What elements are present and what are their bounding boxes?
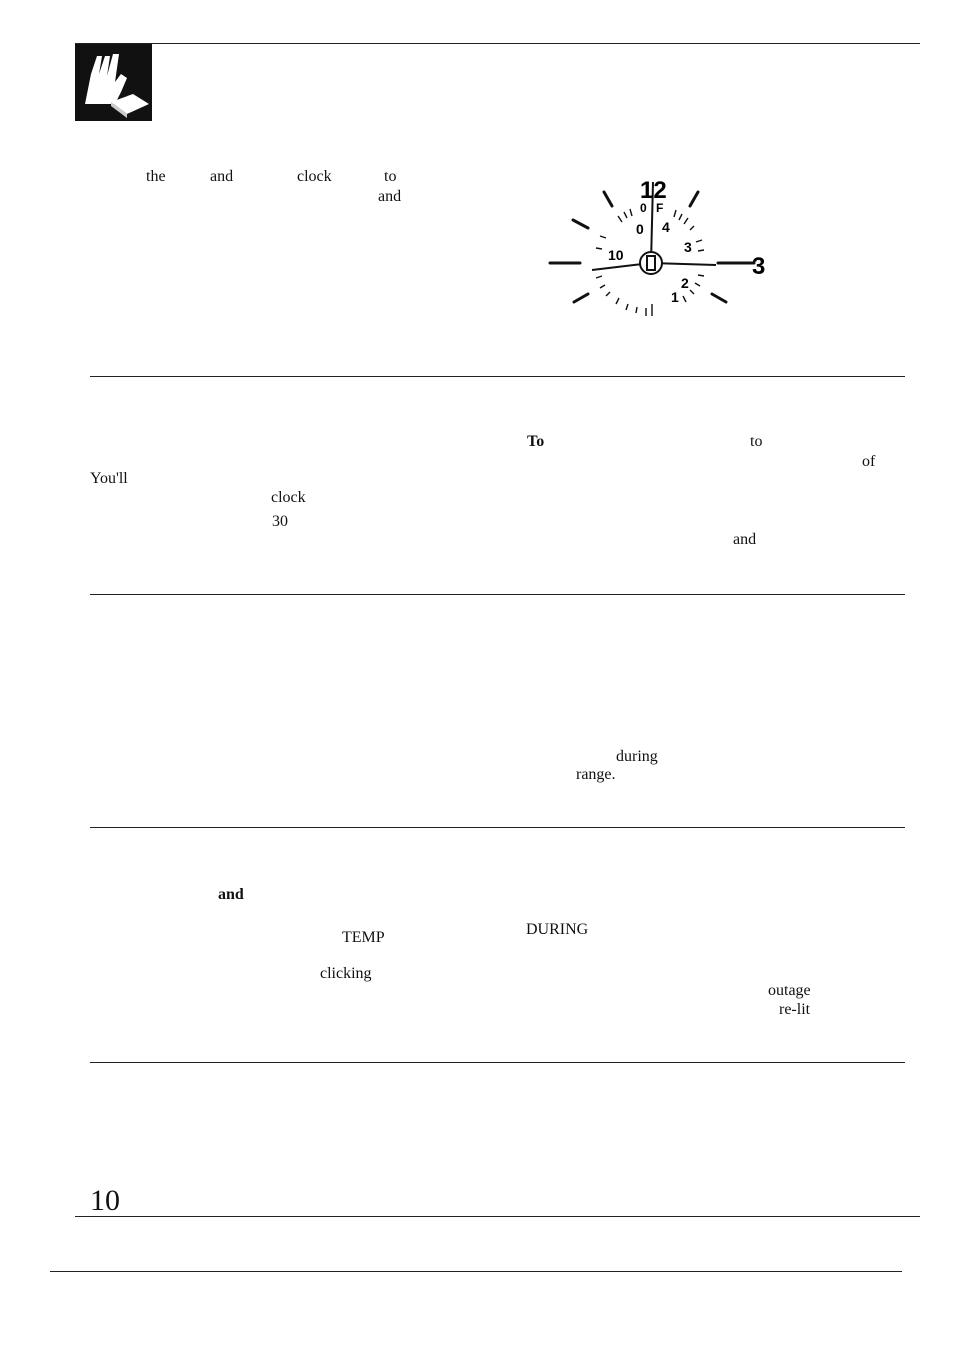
fragment-clock: clock xyxy=(297,168,332,185)
fragment-during-caps: DURING xyxy=(526,921,589,938)
section-rule-2 xyxy=(90,594,905,595)
fragment-30: 30 xyxy=(272,513,288,530)
fragment-and: and xyxy=(378,188,402,205)
fragment-to-bold: To xyxy=(527,433,545,450)
dial-label-0b: 0 xyxy=(636,221,644,237)
fragment-to: to xyxy=(384,168,397,185)
fragment-to-2: to xyxy=(750,433,763,450)
fragment-during: during xyxy=(616,748,658,765)
fragment-and: and xyxy=(210,168,234,185)
fragment-youll: You'll xyxy=(90,470,128,487)
fragment-and-bold: and xyxy=(218,886,244,903)
fragment-of: of xyxy=(862,453,876,470)
header-rule xyxy=(75,43,920,44)
clock-label-3: 3 xyxy=(752,253,766,280)
fragment-outage: outage xyxy=(768,982,811,999)
fragment-clicking: clicking xyxy=(320,965,372,982)
section-rule-3 xyxy=(90,827,905,828)
fragment-and-3: and xyxy=(733,531,757,548)
clock-label-12: 12 xyxy=(640,177,667,204)
fragment-range: range. xyxy=(576,766,616,783)
dial-label-3: 3 xyxy=(684,239,692,255)
dial-label-4: 4 xyxy=(662,219,670,235)
clock-timer-dial-icon xyxy=(540,170,780,345)
fragment-re-lit: re-lit xyxy=(779,1001,811,1018)
fragment-clock-2: clock xyxy=(271,489,306,506)
bottom-rule xyxy=(50,1271,902,1272)
footer-rule xyxy=(75,1216,920,1217)
page-number: 10 xyxy=(90,1184,120,1217)
section-rule-4 xyxy=(90,1062,905,1063)
dial-label-f: F xyxy=(656,201,664,215)
dial-label-2: 2 xyxy=(681,275,689,291)
section-rule-1 xyxy=(90,376,905,377)
dial-label-1: 1 xyxy=(671,289,679,305)
fragment-the: the xyxy=(146,168,166,185)
fragment-temp: TEMP xyxy=(342,929,385,946)
hand-pressing-button-icon xyxy=(75,44,152,121)
dial-label-10: 10 xyxy=(608,247,624,263)
dial-label-0: 0 xyxy=(640,201,647,215)
